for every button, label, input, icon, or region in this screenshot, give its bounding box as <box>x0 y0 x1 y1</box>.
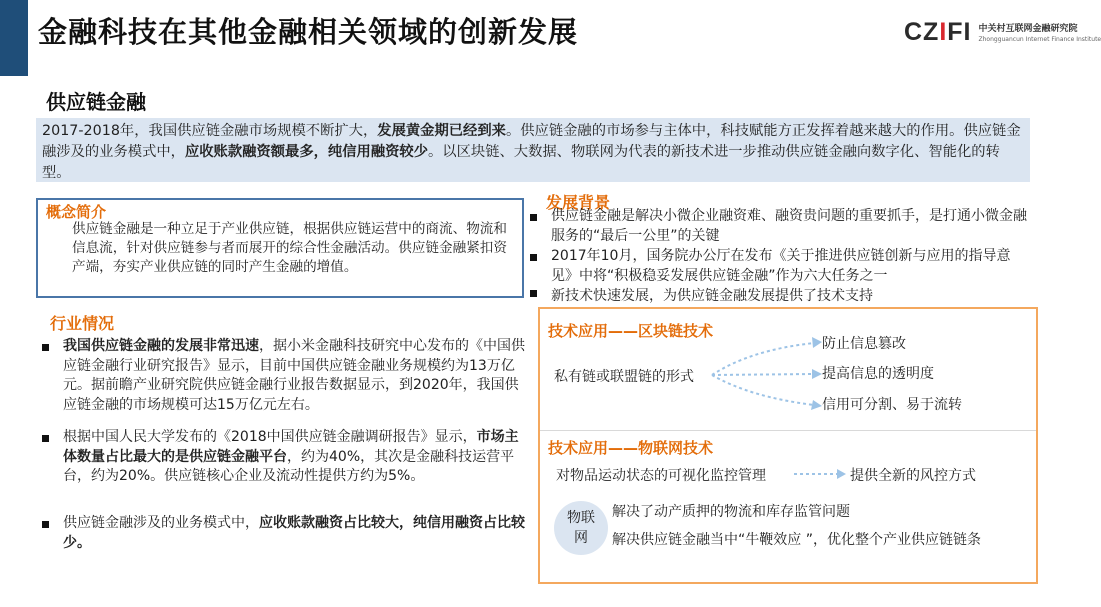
industry-item-3: 供应链金融涉及的业务模式中，应收账款融资占比较大，纯信用融资占比较少。 <box>63 515 525 551</box>
background-item-1: 供应链金融是解决小微企业融资难、融资贵问题的重要抓手，是打通小微金融服务的“最后一公里”的关键 <box>551 208 1027 244</box>
institute-logo <box>904 16 1101 48</box>
blockchain-arrows-icon <box>710 335 825 415</box>
concept-title: 概念简介 <box>46 203 107 221</box>
iot-line-1: 解决了动产质押的物流和库存监管问题 <box>612 504 850 520</box>
industry-title: 行业情况 <box>50 314 115 333</box>
blockchain-target-1: 防止信息篡改 <box>822 336 906 352</box>
background-title: 发展背景 <box>546 193 611 212</box>
blockchain-target-3: 信用可分割、易于流转 <box>822 397 962 413</box>
section-title: 供应链金融 <box>46 90 146 114</box>
summary-box: 2017-2018年，我国供应链金融市场规模不断扩大，发展黄金期已经到来。供应链金融的市场参与主体中，科技赋能方正发挥着越来越大的作用。供应链金融涉及的业务模式中，应收账款融资额最多，纯信用融资较少。以区块链、大数据、物联网为代表的新技术进一步推动供应链金融向数字化、智能化的转型。 <box>36 118 1030 182</box>
iot-title: 技术应用——物联网技术 <box>548 439 714 457</box>
blockchain-title: 技术应用——区块链技术 <box>548 322 714 340</box>
industry-item-1: 我国供应链金融的发展非常迅速，据小米金融科技研究中心发布的《中国供应链金融行业研究报告》显示，目前中国供应链金融业务规模约为13万亿元。据前瞻产业研究院供应链金融行业报告数据显示，到2020年，我国供应链金融的市场规模可达15万亿元左右。 <box>63 338 525 413</box>
iot-line-2: 解决供应链金融当中“牛鞭效应 ”，优化整个产业供应链链条 <box>612 532 981 548</box>
bullet-square-icon <box>530 290 537 297</box>
concept-box <box>36 198 524 298</box>
iot-circle-badge: 物联网 <box>554 501 608 555</box>
bullet-square-icon <box>42 435 49 442</box>
background-item-2: 2017年10月，国务院办公厅在发布《关于推进供应链创新与应用的指导意见》中将“积极稳妥发展供应链金融”作为六大任务之一 <box>551 248 1011 284</box>
logo-org-en: Zhongguancun Internet Finance Institute <box>978 36 1101 43</box>
section-divider <box>540 430 1036 431</box>
bullet-square-icon <box>530 254 537 261</box>
iot-source: 对物品运动状态的可视化监控管理 <box>556 468 766 484</box>
page-title: 金融科技在其他金融相关领域的创新发展 <box>38 15 579 49</box>
iot-target: 提供全新的风控方式 <box>850 468 976 484</box>
blockchain-source: 私有链或联盟链的形式 <box>554 369 694 385</box>
concept-body: 供应链金融是一种立足于产业供应链，根据供应链运营中的商流、物流和信息流，针对供应链参与者而展开的综合性金融活动。供应链金融紧扣资产端，夯实产业供应链的同时产生金融的增值。 <box>72 221 507 275</box>
bullet-square-icon <box>42 521 49 528</box>
logo-mark: CZIFI <box>904 17 972 46</box>
tech-application-box <box>538 307 1038 584</box>
accent-bar <box>0 0 28 76</box>
blockchain-target-2: 提高信息的透明度 <box>822 366 934 382</box>
background-item-3: 新技术快速发展，为供应链金融发展提供了技术支持 <box>551 288 873 304</box>
logo-text <box>979 21 1101 43</box>
bullet-square-icon <box>42 344 49 351</box>
industry-item-2: 根据中国人民大学发布的《2018中国供应链金融调研报告》显示，市场主体数量占比最大的是供应链金融平台，约为40%，其次是金融科技运营平台，约为20%。供应链核心企业及流动性提供方约为5%。 <box>63 429 519 484</box>
logo-org-cn: 中关村互联网金融研究院 <box>978 24 1078 34</box>
bullet-square-icon <box>530 214 537 221</box>
iot-arrow-icon <box>792 467 848 481</box>
